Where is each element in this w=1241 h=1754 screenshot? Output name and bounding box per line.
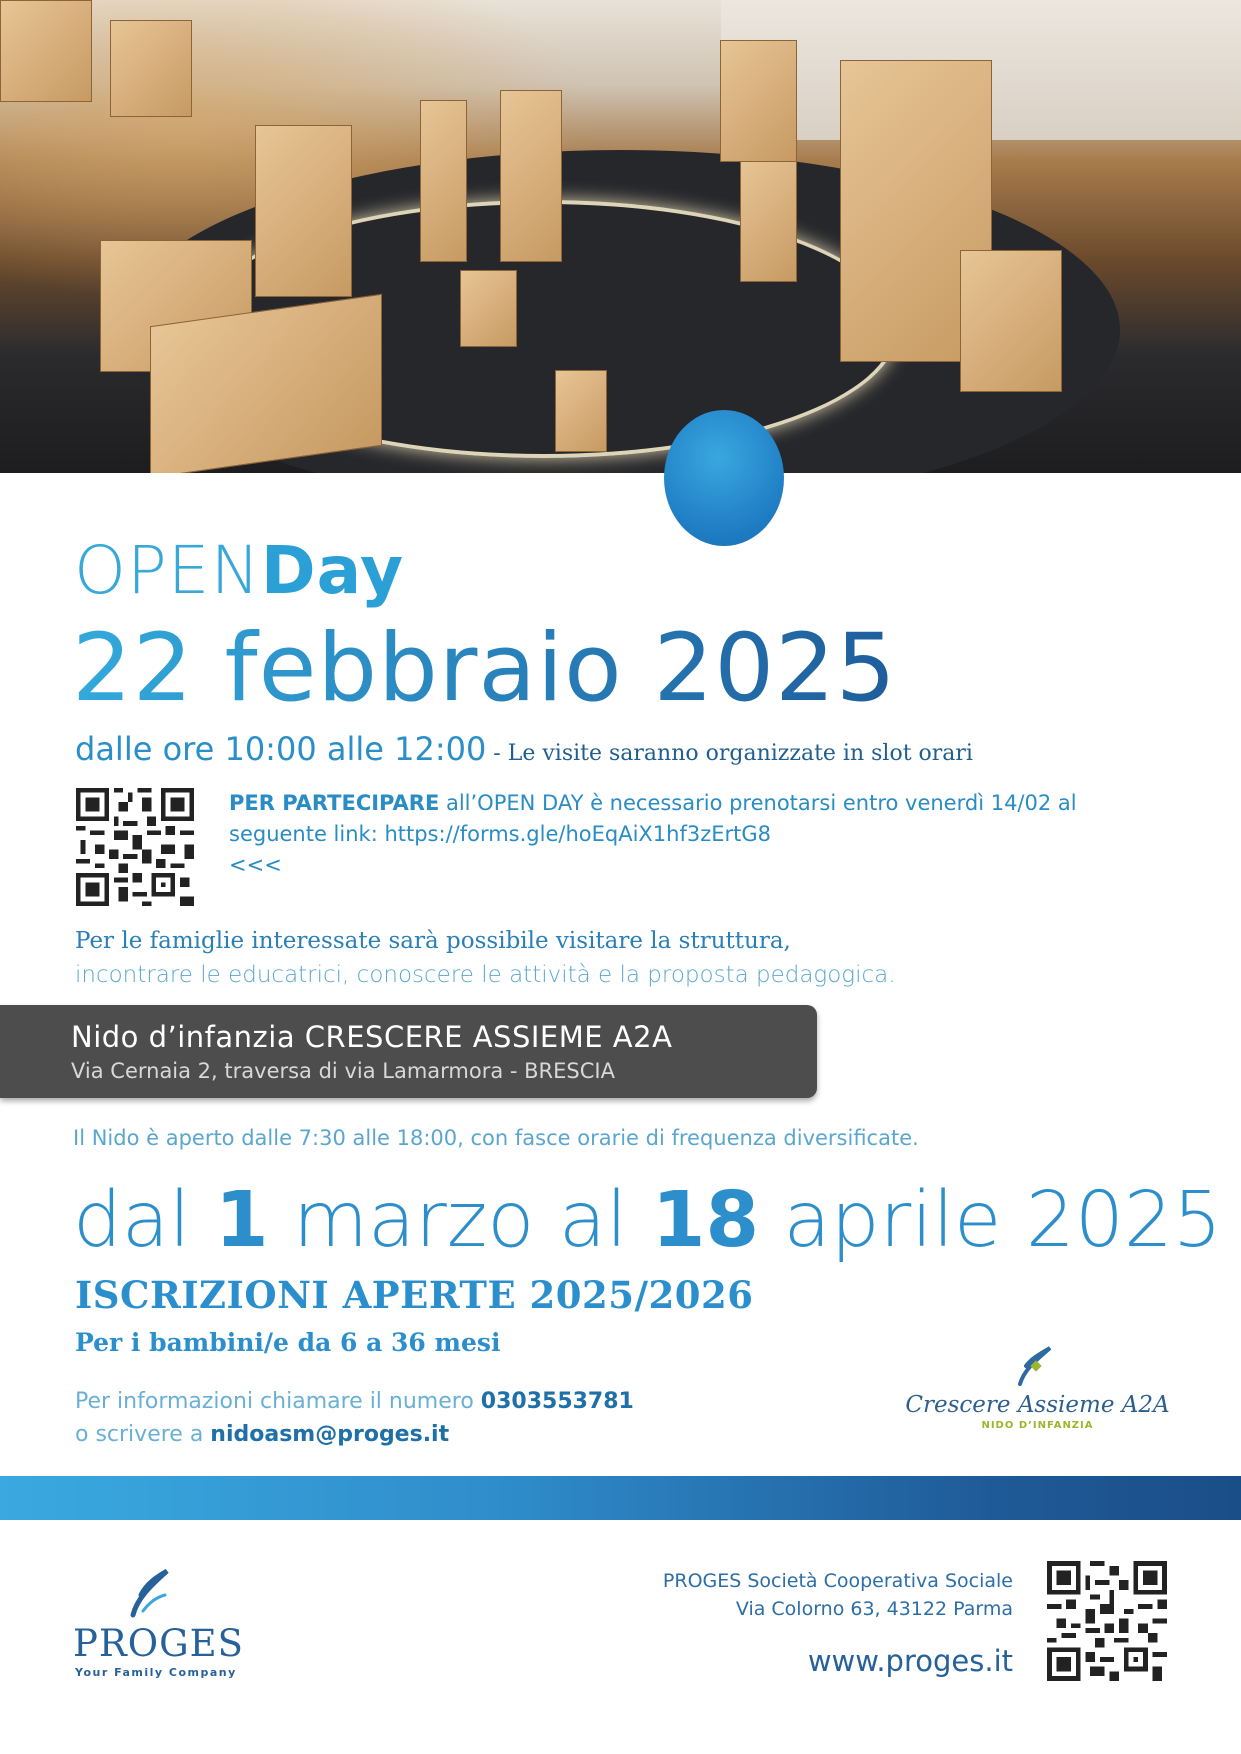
enrollment-title: ISCRIZIONI APERTE 2025/2026 (75, 1273, 754, 1317)
proges-logo: PROGES Your Family Company (73, 1565, 273, 1685)
swirl-icon (1010, 1340, 1060, 1390)
hero-photo (0, 0, 1241, 473)
footer-gradient-bar (0, 1476, 1241, 1520)
contact-info: Per informazioni chiamare il numero 0303553781 o scrivere a nidoasm@proges.it (75, 1389, 634, 1447)
registration-qr-code[interactable] (75, 788, 195, 906)
openday-title: OPENDay (74, 532, 405, 609)
crescere-assieme-logo: Crescere Assieme A2A NIDO D’INFANZIA (905, 1340, 1170, 1450)
proges-website-link[interactable]: www.proges.it (807, 1644, 1013, 1678)
proges-qr-code[interactable] (1047, 1561, 1167, 1681)
proges-swirl-icon (125, 1565, 175, 1620)
age-range: Per i bambini/e da 6 a 36 mesi (75, 1328, 501, 1357)
participation-instructions: PER PARTECIPARE all’OPEN DAY è necessario prenotarsi entro venerdì 14/02 al seguente link: https://forms.gle/hoEqAiX1hf3zErtG8 <<< (229, 791, 1077, 877)
event-date: 22 febbraio 2025 (72, 614, 897, 723)
families-description: Per le famiglie interessate sarà possibile visitare la struttura, incontrare le educatrici, conoscere le attività e la proposta pedagogica. (75, 928, 896, 988)
email-link[interactable]: nidoasm@proges.it (210, 1422, 450, 1447)
event-times: dalle ore 10:00 alle 12:00 - Le visite saranno organizzate in slot orari (75, 730, 973, 768)
phone-number[interactable]: 0303553781 (480, 1389, 634, 1414)
proges-company-info: PROGES Società Cooperativa Sociale Via Colorno 63, 43122 Parma (662, 1570, 1013, 1620)
nido-name: Nido d’infanzia CRESCERE ASSIEME A2A (71, 1020, 673, 1054)
opening-hours: Il Nido è aperto dalle 7:30 alle 18:00, con fasce orarie di frequenza diversificate. (73, 1126, 919, 1150)
decorative-blue-circle (664, 410, 784, 546)
enrollment-period: dal 1 marzo al 18 aprile 2025 (73, 1176, 1222, 1265)
nido-address: Via Cernaia 2, traversa di via Lamarmora - BRESCIA (71, 1059, 615, 1083)
registration-link-arrows[interactable]: <<< (229, 853, 282, 877)
